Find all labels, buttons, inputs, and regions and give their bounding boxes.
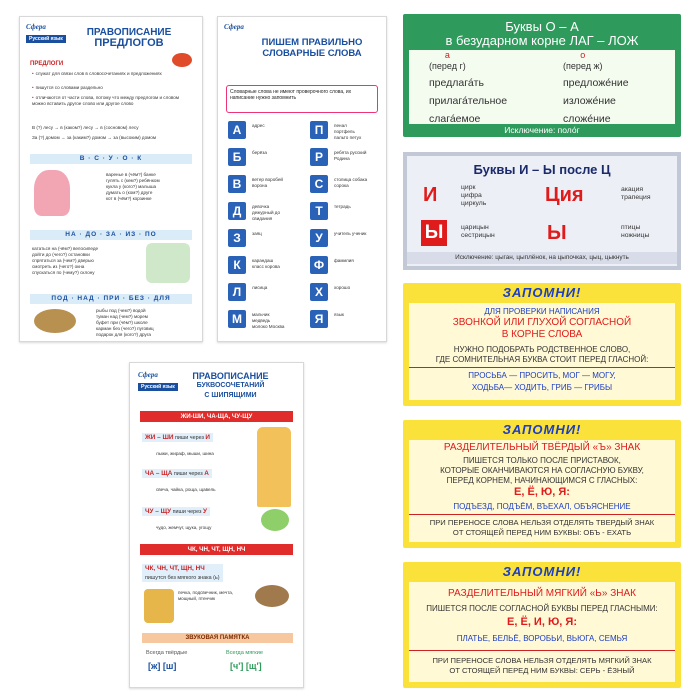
poem-2: кататься на (чём?) велосипеде дойти до (чего?) остановки спрятаться за (чем?) дверью смотреть из (чего?) окна спускаться по (чему?) склону: [32, 246, 99, 275]
remember-header: ЗАПОМНИ!: [502, 285, 582, 300]
right-words: ребята русский Родина: [334, 150, 367, 161]
poster-title: [80, 27, 178, 49]
bullfinch-illustration: [172, 53, 192, 67]
poster-title: [258, 37, 366, 59]
lozh-words: предложе́ние изложе́ние сложе́ние: [563, 77, 629, 125]
bird-nest-illustration: [255, 585, 289, 607]
poster-prepositions[interactable]: [19, 16, 203, 342]
title-line-2: БУКВОСОЧЕТАНИЙ: [196, 382, 265, 389]
right-words: столица собака сорока: [334, 177, 368, 188]
letter-i: И: [423, 184, 438, 206]
right-letter: П: [310, 121, 328, 139]
line-4: НУЖНО ПОДОБРАТЬ РОДСТВЕННОЕ СЛОВО,: [453, 345, 631, 354]
title-line-1: Буквы О – А: [505, 19, 579, 34]
title-line-1: ПИШЕМ ПРАВИЛЬНО: [261, 37, 363, 48]
right-words: учитель ученик: [334, 231, 367, 236]
left-letter: В: [228, 175, 246, 193]
vowels: Е, Ё, Ю, Я:: [514, 486, 570, 498]
poem-3: рыбы под (чем?) водой туман над (чем?) морем буфет при (чём?) школе карман без (чего?) пуговиц подарок для (кого?) друга: [96, 308, 154, 337]
hyphen-rule-1: ПРИ ПЕРЕНОСЕ СЛОВА НЕЛЬЗЯ ОТДЕЛЯТЬ МЯГКИЙ ЗНАК: [432, 656, 652, 665]
card-title: РАЗДЕЛИТЕЛЬНЫЙ МЯГКИЙ «Ь» ЗНАК: [448, 588, 636, 599]
exception: Исключение: поло́г: [504, 125, 580, 135]
left-letter: Д: [228, 202, 246, 220]
hard-sounds-label: Всегда твёрдые: [146, 650, 188, 656]
title-line-2: ПРЕДЛОГОВ: [94, 37, 164, 49]
right-words: пенал портфель пальто петух: [334, 123, 362, 140]
rule-cha-shcha-examples: свеча, чайка, роща, щавель: [156, 487, 216, 492]
example-1: В (?) лесу → в (каком?) лесу → в (сосновом) лесу: [32, 125, 139, 130]
line-1: ДЛЯ ПРОВЕРКИ НАПИСАНИЯ: [484, 307, 600, 316]
hard-sounds: [ж] [ш]: [148, 661, 177, 671]
left-words: адрес: [252, 123, 265, 128]
preposition-band-3: ПОД · НАД · ПРИ · БЕЗ · ДЛЯ: [30, 294, 192, 304]
card-title: РАЗДЕЛИТЕЛЬНЫЙ ТВЁРДЫЙ «Ъ» ЗНАК: [443, 442, 641, 453]
line-5: ГДЕ СОМНИТЕЛЬНАЯ БУКВА СТОИТ ПЕРЕД ГЛАСНОЙ:: [435, 355, 649, 364]
card-hard-sign[interactable]: [403, 420, 681, 548]
soft-sounds-label: Всегда мягкие: [226, 650, 263, 656]
left-letter: М: [228, 310, 246, 328]
hyphen-rule-2: ОТ СТОЯЩЕЙ ПЕРЕД НИМ БУКВЫ: ОБЪ - ЕХАТЬ: [452, 528, 632, 537]
rule-zhi-shi: ЖИ – ШИ пиши через И: [142, 433, 213, 442]
line-3: ПЕРЕД КОРНЕМ, НАЧИНАЮЩИМСЯ С ГЛАСНЫХ:: [446, 476, 638, 485]
examples: ПЛАТЬЕ, БЕЛЬЁ, ВОРОБЬИ, ВЬЮГА, СЕМЬЯ: [456, 634, 628, 643]
intro-box: Словарные слова не имеют проверочного слова, их написание нужно запомнить: [226, 85, 378, 113]
right-words: язык: [334, 312, 344, 317]
exception: Исключение: цыган, цыплёнок, на цыпочках, цыц, цыкнуть: [407, 252, 677, 264]
fish-illustration: [34, 309, 76, 333]
rule-no-soft-sign-examples: печка, подсвечник, мечта, мощный, птенчик: [178, 590, 234, 601]
line-2: КОТОРЫЕ ОКАНЧИВАЮТСЯ НА СОГЛАСНУЮ БУКВУ,: [440, 466, 644, 475]
left-letter: Л: [228, 283, 246, 301]
subject-badge: Русский язык: [138, 383, 178, 391]
vowels: Е, Ё, И, Ю, Я:: [507, 616, 577, 628]
letter-y-box: Ы: [421, 220, 447, 246]
remember-header: ЗАПОМНИ!: [502, 422, 582, 437]
card-title: [403, 20, 681, 48]
suffix-cia: Ция: [545, 184, 584, 206]
hissing-band-1: ЖИ-ШИ, ЧА-ЩА, ЧУ-ЩУ: [140, 411, 293, 422]
rule-chu-shchu: ЧУ – ЩУ пиши через У: [142, 507, 210, 516]
rule-no-soft-sign: ЧК, ЧН, ЧТ, ЩН, НЧ пишутся без мягкого знака (ь): [142, 564, 223, 582]
left-words: карандаш класс корова: [252, 258, 280, 269]
right-letter: Я: [310, 310, 328, 328]
left-letter: А: [228, 121, 246, 139]
cia-words: акация трапеция: [621, 186, 651, 201]
poster-hissing-letters[interactable]: [129, 362, 304, 688]
left-words: лисица: [252, 285, 268, 290]
rule-1: • служат для связи слов в словосочетаниях и предложениях: [32, 71, 162, 76]
candlestick-illustration: [144, 589, 174, 623]
mermaid-illustration: [261, 509, 289, 531]
preposition-band-2: НА · ДО · ЗА · ИЗ · ПО: [30, 230, 192, 240]
right-letter: Т: [310, 202, 328, 220]
line-3: В КОРНЕ СЛОВА: [501, 329, 583, 340]
letter-y-ending: Ы: [547, 222, 567, 244]
rule-chu-shchu-examples: чудо, жемчуг, щука, угощу: [156, 525, 212, 530]
left-words: мальчик медведь молоко Москва: [252, 312, 285, 329]
rule-zhi-shi-examples: лыжи, жираф, мыши, шина: [156, 451, 214, 456]
title-line-3: С ШИПЯЩИМИ: [204, 392, 257, 399]
line-1: ПИШЕТСЯ ПОСЛЕ СОГЛАСНОЙ БУКВЫ ПЕРЕД ГЛАСНЫМИ:: [426, 604, 658, 613]
rule-3: • отличаются от части слова, потому что между предлогом и словом можно вставить другое слово или другое слово: [32, 95, 179, 106]
card-lag-lozh[interactable]: [403, 14, 681, 137]
publisher-logo: Сфера: [138, 371, 158, 379]
left-words: ветер воробей ворона: [252, 177, 283, 188]
hyphen-rule-2: ОТ СТОЯЩЕЙ ПЕРЕД НИМ БУКВЫ: СЕРЬ - ЁЗНЫЙ: [449, 666, 635, 675]
soft-sounds: [ч'] [щ']: [230, 661, 262, 671]
i-words: цирк цифра циркуль: [461, 184, 487, 207]
hyphen-rule-1: ПРИ ПЕРЕНОСЕ СЛОВА НЕЛЬЗЯ ОТДЕЛЯТЬ ТВЕРДЫЙ ЗНАК: [429, 518, 655, 527]
divider: [409, 367, 675, 368]
left-words: девочка дежурный до свидания: [252, 204, 281, 221]
rule-cha-shcha: ЧА – ЩА пиши через А: [142, 469, 212, 478]
section-heading: ПРЕДЛОГИ: [30, 61, 64, 67]
left-letter: З: [228, 229, 246, 247]
subject-badge: Русский язык: [26, 35, 66, 43]
poem-1: варенье в (чём?) банке гулять с (кем?) ребёнком кукла у (кого?) малыша думать о (ком?) друге кот в (чём?) корзинке: [106, 172, 160, 201]
right-words: тетрадь: [334, 204, 351, 209]
title-line-2: в безударном корне ЛАГ – ЛОЖ: [445, 33, 639, 48]
lag-words: предлага́ть прилага́тельное слага́емое: [429, 77, 508, 125]
left-words: заяц: [252, 231, 262, 236]
right-letter: Ф: [310, 256, 328, 274]
divider: [409, 650, 675, 651]
right-letter: Х: [310, 283, 328, 301]
line-1: ПИШЕТСЯ ТОЛЬКО ПОСЛЕ ПРИСТАВОК,: [463, 456, 621, 465]
divider: [409, 514, 675, 515]
line-2: ЗВОНКОЙ ИЛИ ГЛУХОЙ СОГЛАСНОЙ: [452, 317, 632, 328]
card-title: Буквы И – Ы после Ц: [473, 162, 611, 177]
right-words: хорошо: [334, 285, 351, 290]
right-letter: С: [310, 175, 328, 193]
poster-title: [180, 371, 281, 401]
cyclist-illustration: [146, 243, 190, 283]
y-words-ending: птицы ножницы: [621, 224, 650, 239]
y-words-possessive: царицын сестрицын: [461, 224, 495, 239]
left-letter: К: [228, 256, 246, 274]
title-line-1: ПРАВОПИСАНИЕ: [192, 371, 269, 381]
card-i-y-after-ts[interactable]: [403, 152, 681, 270]
left-letter: Б: [228, 148, 246, 166]
girl-illustration: [34, 170, 70, 216]
example-2: ХОДЬБА— ХОДИТЬ, ГРИБ — ГРИБЫ: [471, 383, 613, 392]
publisher-logo: Сфера: [26, 23, 46, 31]
card-remember-voiced[interactable]: [403, 283, 681, 406]
right-words: фамилия: [334, 258, 354, 263]
preposition-band-1: В · С · У · О · К: [30, 154, 192, 164]
example-1: ПРОСЬБА — ПРОСИТЬ, МОГ — МОГУ,: [468, 371, 616, 380]
giraffe-illustration: [257, 427, 291, 507]
examples: ПОДЪЕЗД, ПОДЪЁМ, ВЪЕХАЛ, ОБЪЯСНЕНИЕ: [453, 502, 631, 511]
remember-header: ЗАПОМНИ!: [502, 564, 582, 579]
hissing-band-2: ЧК, ЧН, ЧТ, ЩН, НЧ: [140, 544, 293, 555]
example-2: За (?) домом → за (каким?) домом → за (высоким) домом: [32, 135, 156, 140]
title-line-1: ПРАВОПИСАНИЕ: [86, 27, 172, 38]
title-line-2: СЛОВАРНЫЕ СЛОВА: [262, 48, 362, 59]
card-soft-sign[interactable]: [403, 562, 681, 688]
poster-vocabulary[interactable]: [217, 16, 387, 342]
publisher-logo: Сфера: [224, 23, 244, 31]
rule-2: • пишутся со словами раздельно: [32, 85, 103, 90]
left-words: берёза: [252, 150, 267, 155]
left-column-head: а (перед г): [429, 50, 466, 71]
right-column-head: о (перед ж): [563, 50, 603, 71]
right-letter: Р: [310, 148, 328, 166]
right-letter: У: [310, 229, 328, 247]
sound-memo-heading: ЗВУКОВАЯ ПАМЯТКА: [142, 633, 293, 643]
